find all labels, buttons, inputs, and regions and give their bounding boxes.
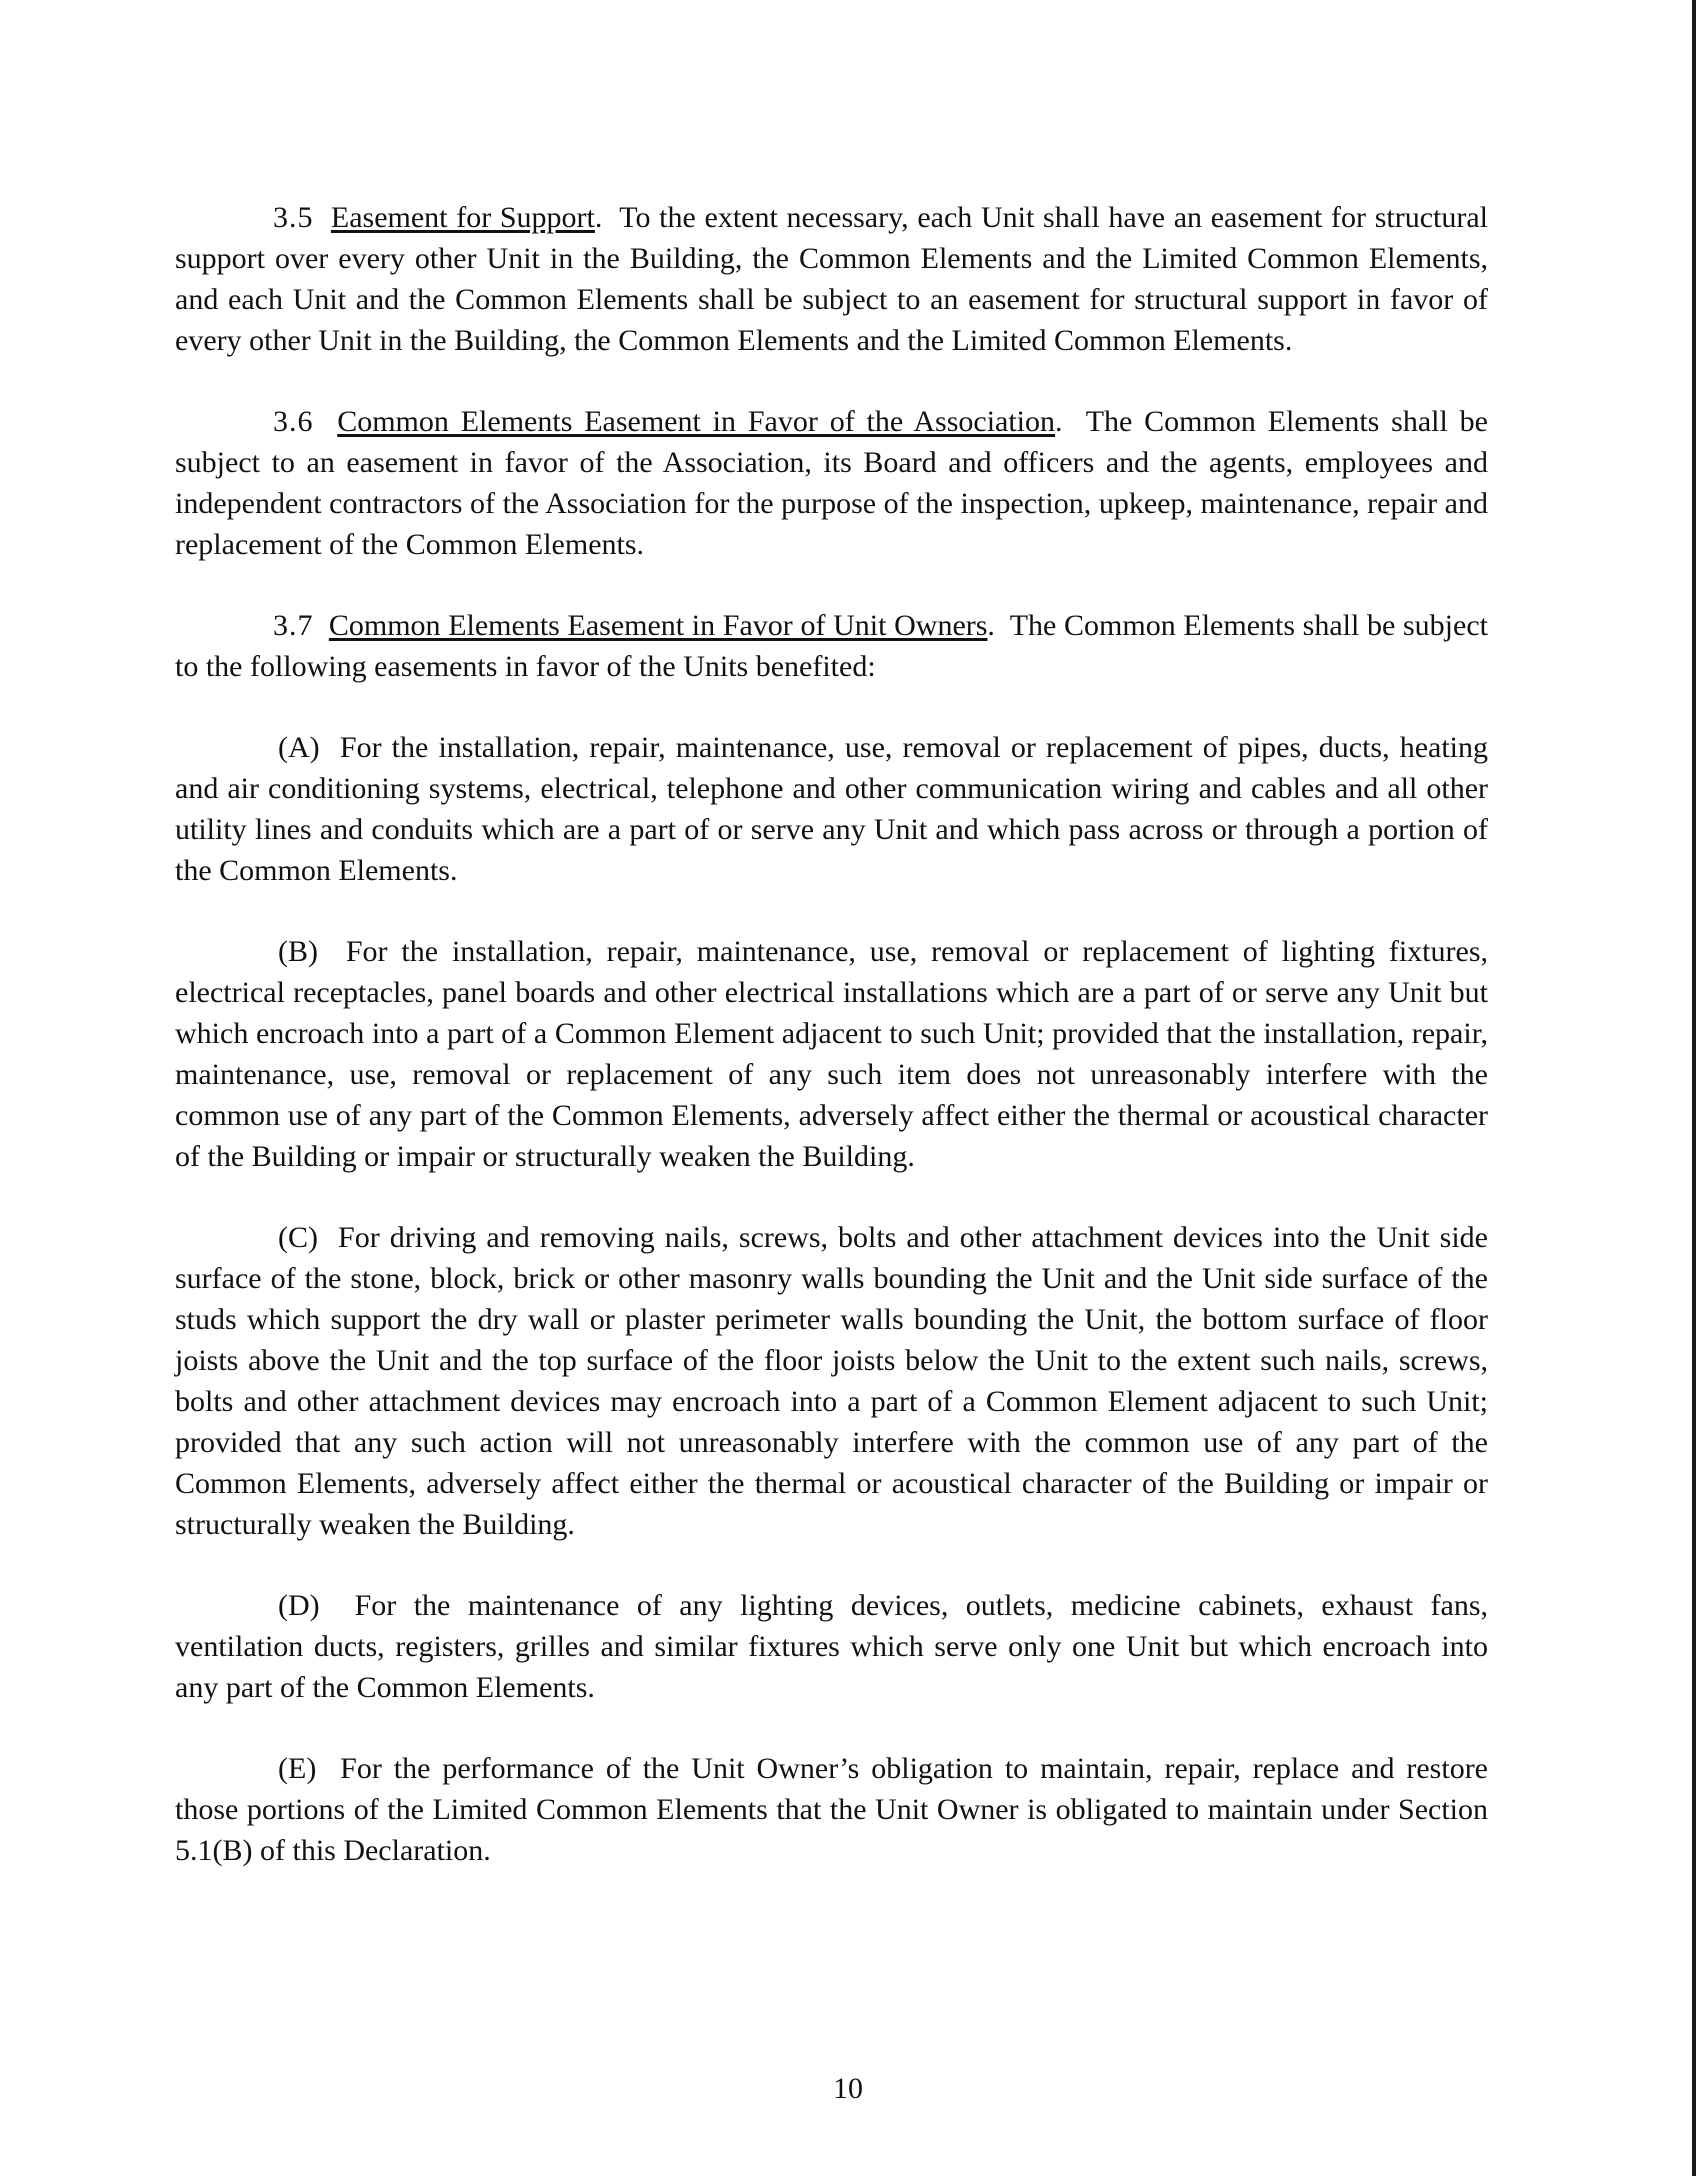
item-text: For the maintenance of any lighting devices, outlets, medicine cabinets, exhaust fans, ventilation ducts, registers, grilles and similar fixtures which serve only one Unit but which encroach into any part of the Common Elements. [175,1589,1488,1704]
item-c [175,1217,1488,1545]
section-body: To the extent necessary, each Unit shall have an easement for structural support over every other Unit in the Building, the Common Elements and the Limited Common Elements, and each Unit and the Common Elements shall be subject to an easement for structural support in favor of every other Unit in the Building, the Common Elements and the Limited Common Elements. [175,201,1488,357]
section-number: 3.6 [273,405,314,438]
item-text: For the performance of the Unit Owner’s obligation to maintain, repair, replace and restore those portions of the Limited Common Elements that the Unit Owner is obligated to maintain under Section 5.1(B) of this Declaration. [175,1752,1488,1867]
section-3-7: 3.7 Common Elements Easement in Favor of Unit Owners. The Common Elements shall be subject to the following easements in favor of the Units benefited: [175,609,1488,683]
item-label: (D) [278,1589,320,1622]
page-number: 10 [833,2072,863,2105]
item-label: (A) [278,731,320,764]
section-heading: Common Elements Easement in Favor of Unit Owners [328,609,988,642]
section-heading: Easement for Support [330,201,595,234]
section-body: The Common Elements shall be subject to the following easements in favor of the Units benefited: [175,609,1488,683]
item-e [175,1748,1488,1871]
item-b [175,931,1488,1177]
section-heading: Common Elements Easement in Favor of the Association [337,405,1056,438]
item-text: For the installation, repair, maintenance, use, removal or replacement of pipes, ducts, heating and air conditioning systems, electrical, telephone and other communication wiring and cables and all other utility lines and conduits which are a part of or serve any Unit and which pass across or through a portion of the Common Elements. [175,731,1488,887]
section-3-6: 3.6 Common Elements Easement in Favor of the Association. The Common Elements shall be subject to an easement in favor of the Association, its Board and officers and the agents, employees and independent contractors of the Association for the purpose of the inspection, upkeep, maintenance, repair and replacement of the Common Elements. [175,405,1489,561]
section-number: 3.5 [273,201,314,234]
item-label: (E) [278,1752,317,1785]
item-d [175,1585,1488,1708]
section-body: The Common Elements shall be subject to an easement in favor of the Association, its Board and officers and the agents, employees and independent contractors of the Association for the purpose of the inspection, upkeep, maintenance, repair and replacement of the Common Elements. [175,405,1489,561]
item-label: (C) [278,1221,318,1254]
document-body [175,197,1488,1911]
item-label: (B) [278,935,318,968]
section-number: 3.7 [273,609,314,642]
item-text: For driving and removing nails, screws, bolts and other attachment devices into the Unit side surface of the stone, block, brick or other masonry walls bounding the Unit and the Unit side surface of the studs which support the dry wall or plaster perimeter walls bounding the Unit, the bottom surface of floor joists above the Unit and the top surface of the floor joists below the Unit to the extent such nails, screws, bolts and other attachment devices may encroach into a part of a Common Element adjacent to such Unit; provided that any such action will not unreasonably interfere with the common use of any part of the Common Elements, adversely affect either the thermal or acoustical character of the Building or impair or structurally weaken the Building. [175,1221,1488,1541]
scan-edge [1692,0,1696,2176]
item-a [175,727,1488,891]
section-3-5: 3.5 Easement for Support. To the extent necessary, each Unit shall have an easement for structural support over every other Unit in the Building, the Common Elements and the Limited Common Elements, and each Unit and the Common Elements shall be subject to an easement for structural support in favor of every other Unit in the Building, the Common Elements and the Limited Common Elements. [175,201,1488,357]
item-text: For the installation, repair, maintenance, use, removal or replacement of lighting fixtures, electrical receptacles, panel boards and other electrical installations which are a part of or serve any Unit but which encroach into a part of a Common Element adjacent to such Unit; provided that the installation, repair, maintenance, use, removal or replacement of any such item does not unreasonably interfere with the common use of any part of the Common Elements, adversely affect either the thermal or acoustical character of the Building or impair or structurally weaken the Building. [175,935,1488,1173]
